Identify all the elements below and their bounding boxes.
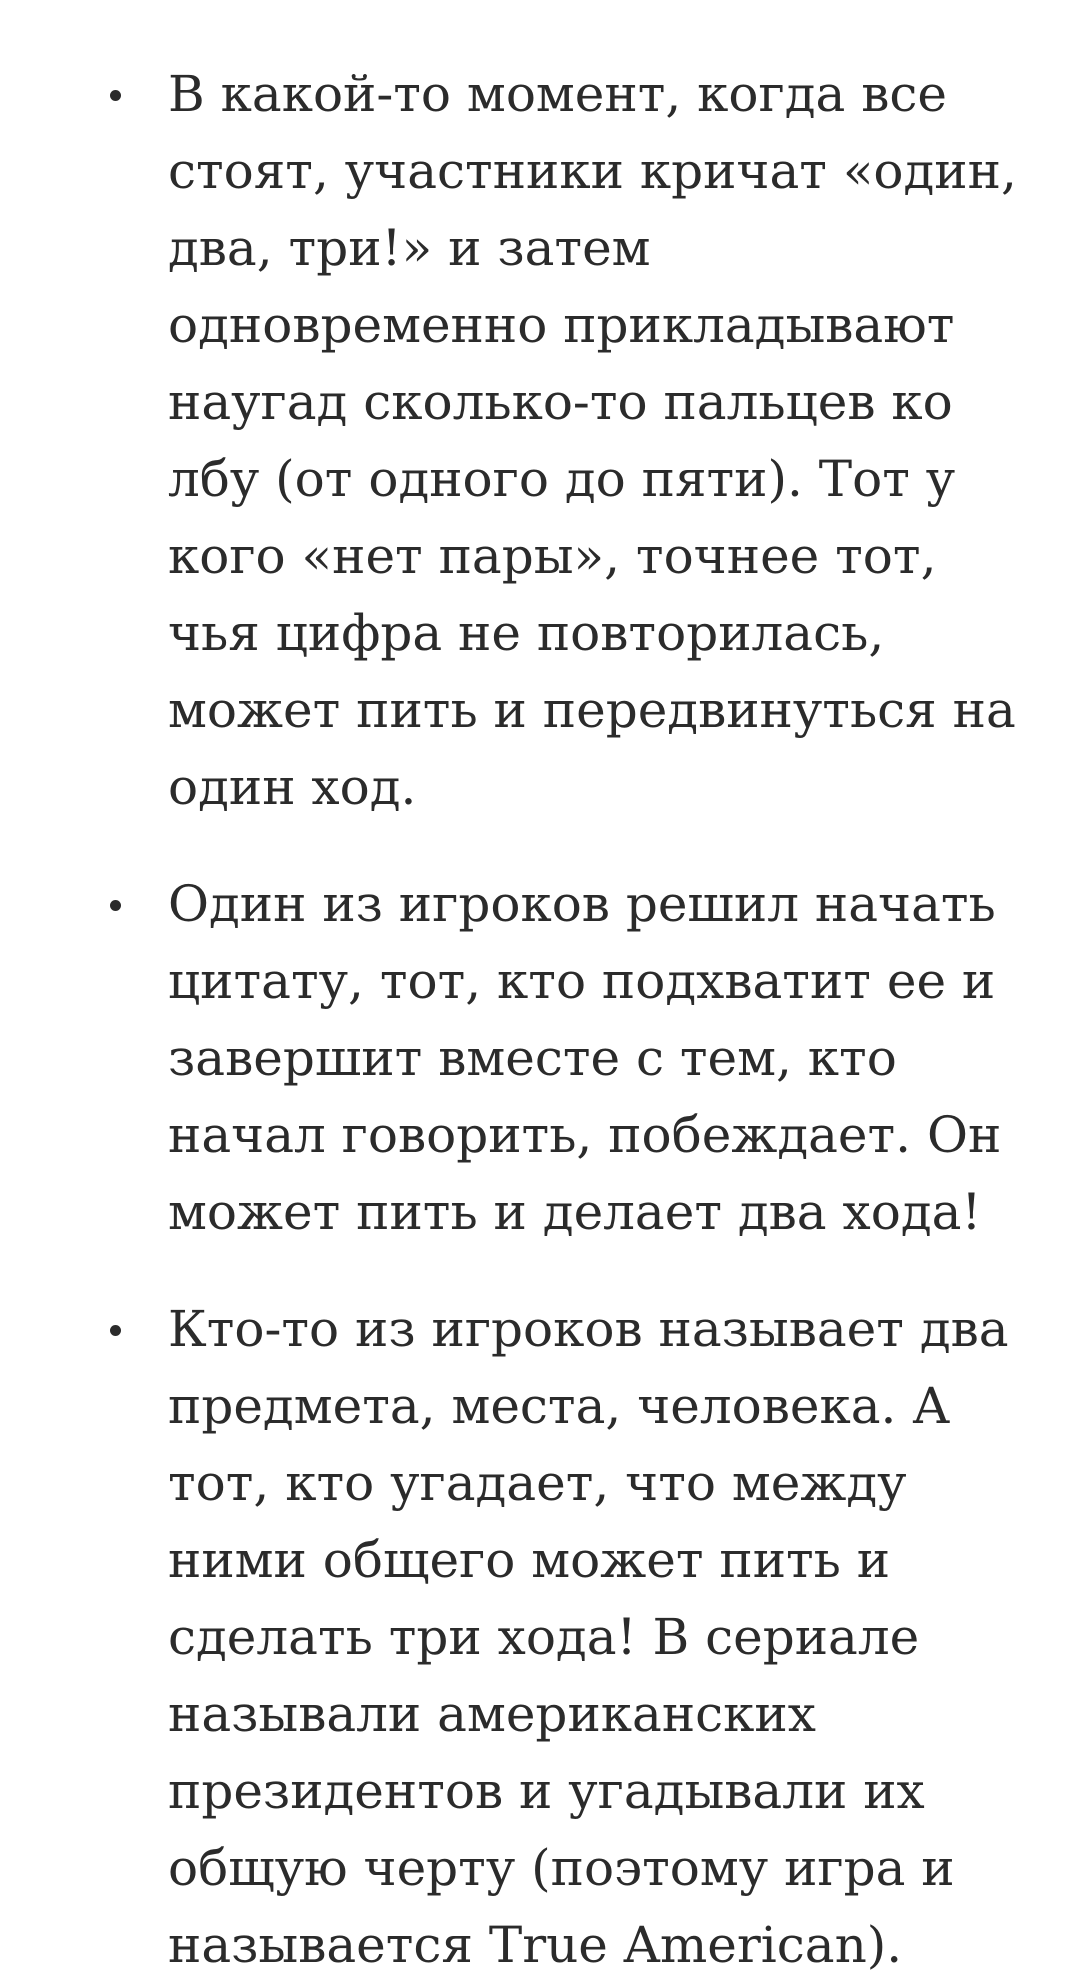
bullet-dot-icon bbox=[110, 90, 121, 101]
bullet-list bbox=[0, 56, 1080, 1984]
bullet-dot-icon bbox=[110, 1325, 121, 1336]
list-item-text: Кто-то из игроков называет два предмета, места, человека. А тот, кто угадает, что между ними общего может пить и сделать три хода! В сериале называли американских президентов и угадывали их общую черту (поэтому игра и называется True American). bbox=[168, 1300, 1009, 1974]
bullet-dot-icon bbox=[110, 900, 121, 911]
list-item bbox=[0, 1291, 1080, 1984]
list-item-text: Один из игроков решил начать цитату, тот, кто подхватит ее и завершит вместе с тем, кто начал говорить, побеждает. Он может пить и делает два хода! bbox=[168, 875, 1002, 1241]
list-item bbox=[0, 866, 1080, 1251]
list-item bbox=[0, 56, 1080, 826]
list-item-text: В какой-то момент, когда все стоят, участники кричат «один, два, три!» и затем одновременно прикладывают наугад сколько-то пальцев ко лбу (от одного до пяти). Тот у кого «нет пары», точнее тот, чья цифра не повторилась, может пить и передвинуться на один ход. bbox=[168, 65, 1017, 816]
